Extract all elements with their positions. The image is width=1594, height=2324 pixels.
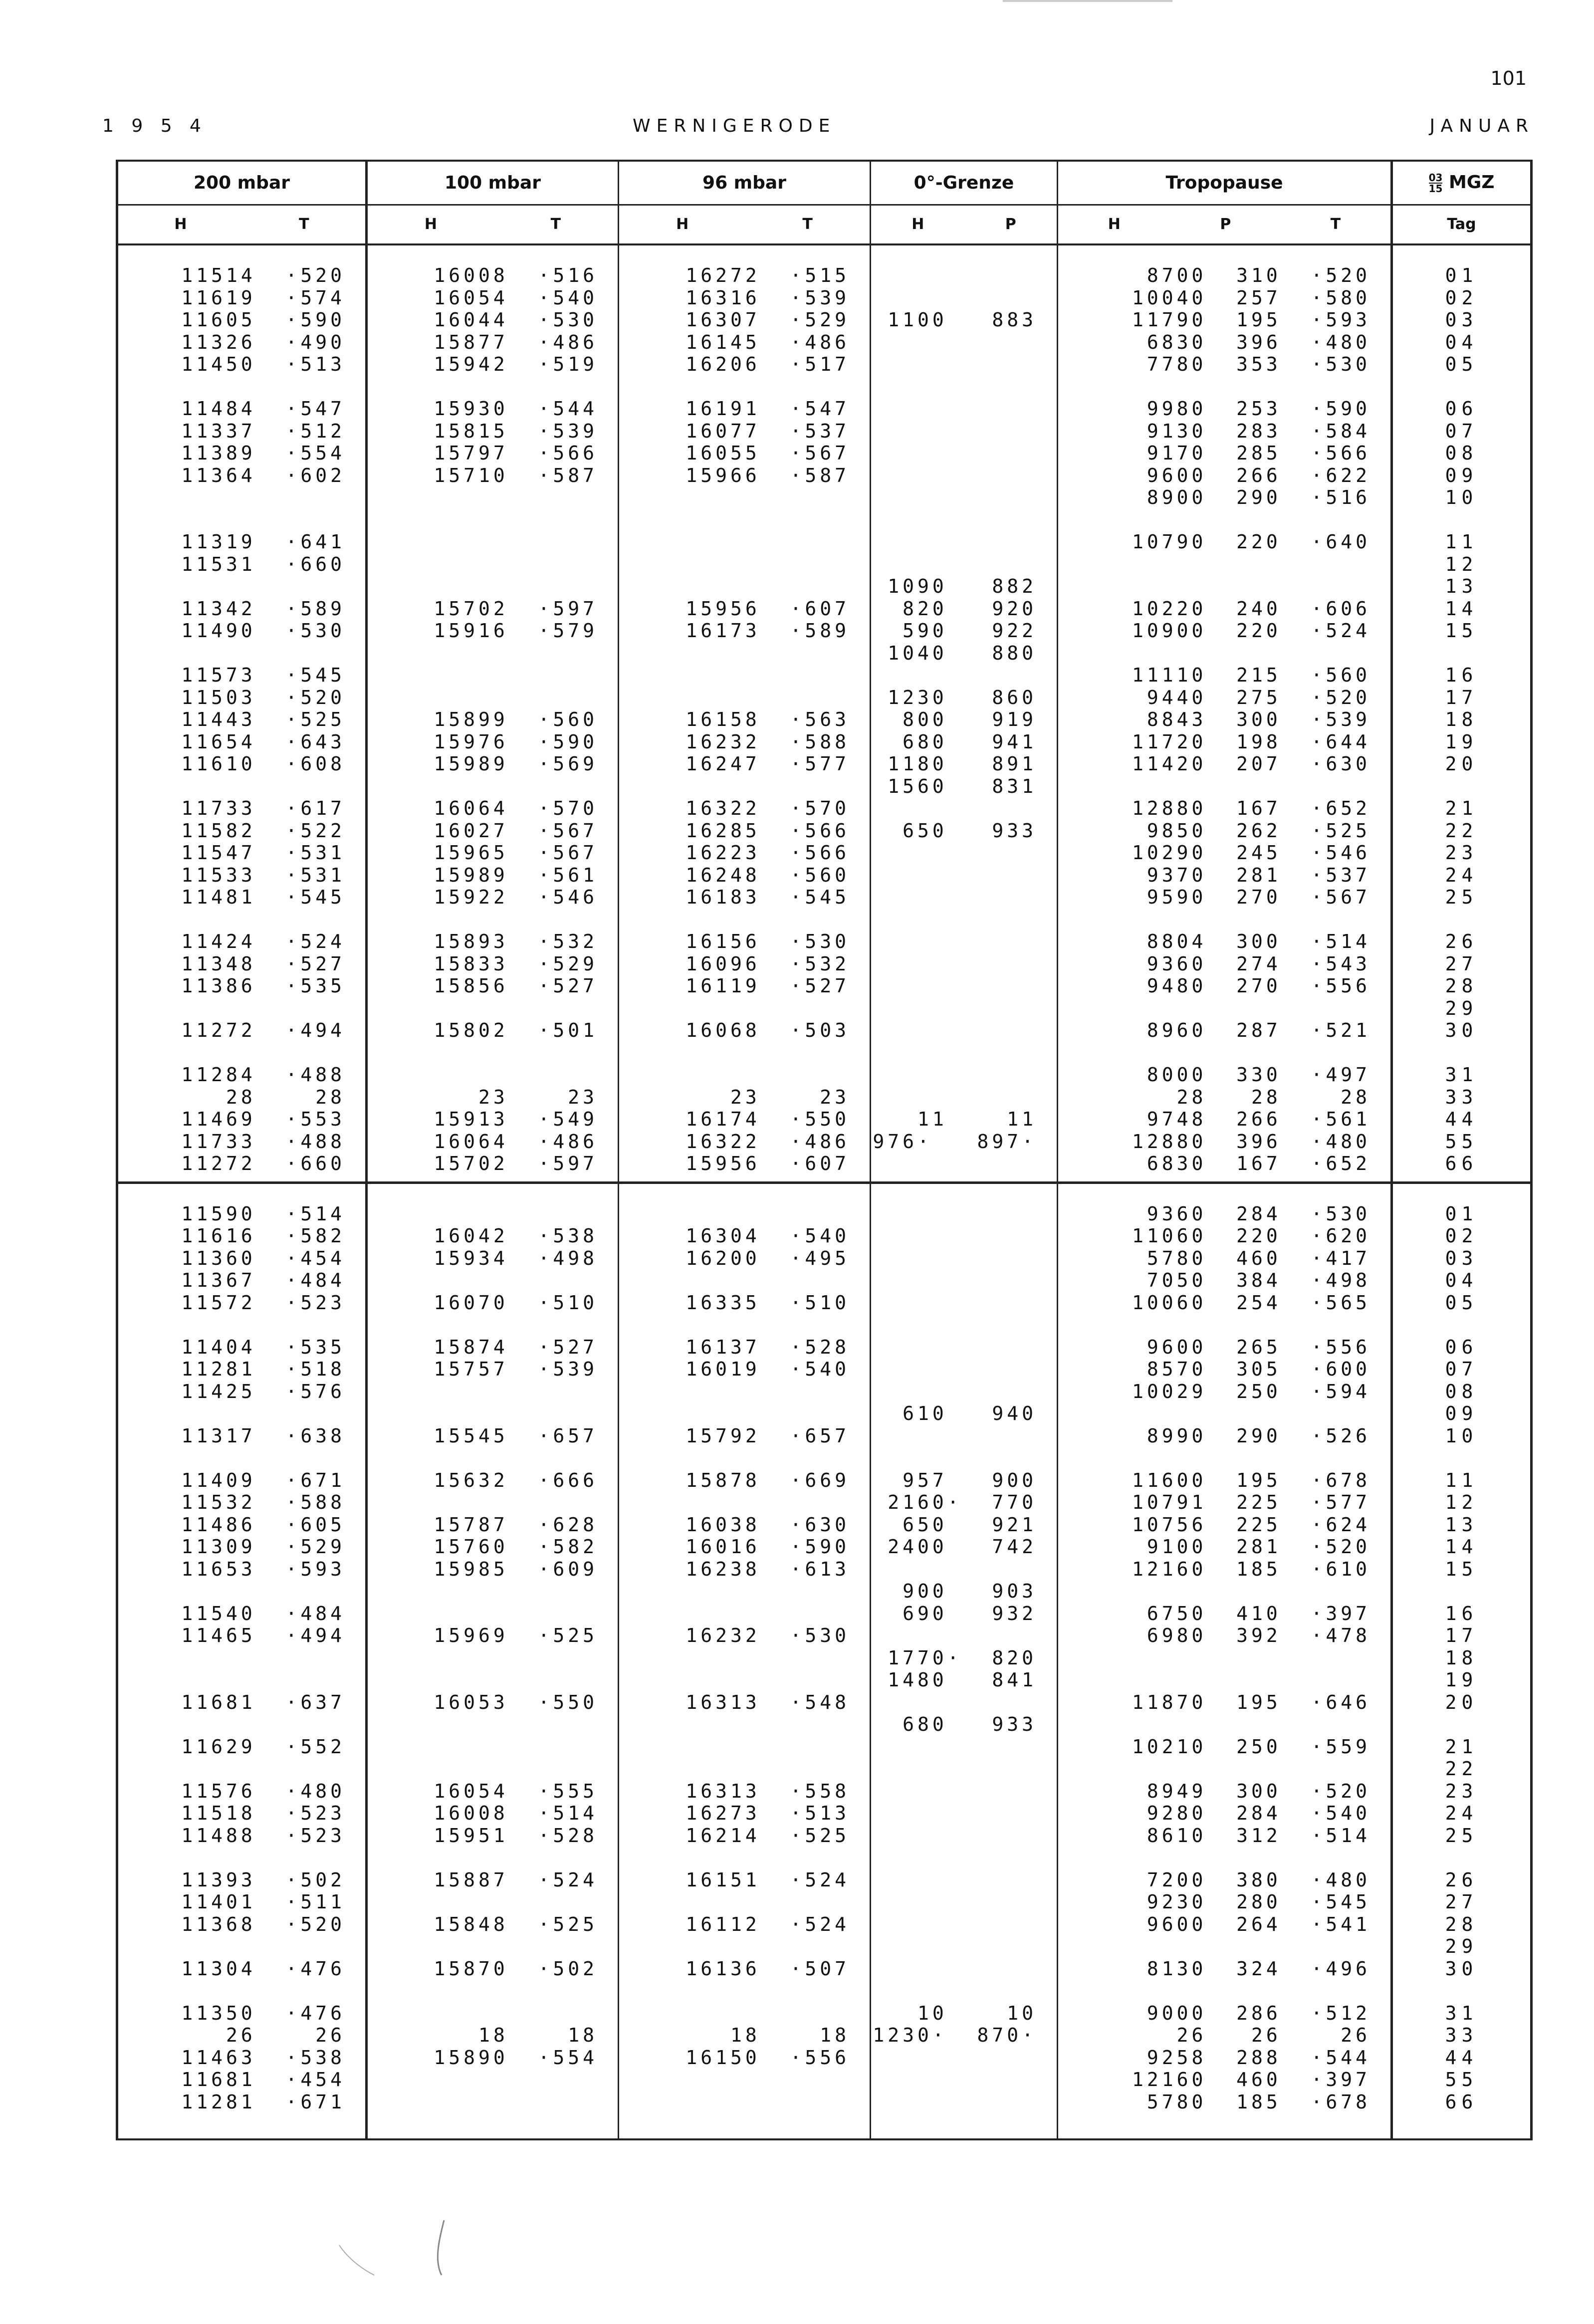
data-table xyxy=(116,160,1533,2140)
col-zero-degree: 610 940 957 900 2160· 770 650 921 2400 742 900 903 690 932 1770· 820 1480 841 680 933 10 10 1230· 870· xyxy=(873,1402,1037,2046)
sub-t: T xyxy=(299,216,309,233)
section-second-half xyxy=(117,1182,1532,2139)
sub-t: T xyxy=(1330,216,1341,233)
header-zero-degree-limit: 0°-Grenze xyxy=(871,161,1058,205)
col-tropopause: 8700 310 ·520 10040 257 ·580 11790 195 ·593 6830 396 ·480 7780 353 ·530 9980 253 ·590 9130 283 ·584 9170 285 ·566 9600 266 ·622 8900 290 ·516 10790 220 ·640 10220 240 ·606 10900 220 ·524 11110 215 ·560 9440 275 ·520 8843 300 ·539 11720 198 ·644 11420 207 ·630 12880 167 ·652 9850 262 ·525 10290 245 ·546 9370 281 ·537 9590 270 ·567 8804 300 ·514 9360 274 ·543 9480 270 ·556 8960 287 ·521 8000 330 ·497 28 28 28 9748 266 ·561 12880 396 ·480 6830 167 ·652 xyxy=(1132,264,1370,1174)
mgz-fraction xyxy=(1429,173,1443,194)
col-96mbar: 16304 ·540 16200 ·495 16335 ·510 16137 ·528 16019 ·540 15792 ·657 15878 ·669 16038 ·630 16016 ·590 16238 ·613 16232 ·530 16313 ·548 16313 ·558 16273 ·513 16214 ·525 16151 ·524 16112 ·524 16136 ·507 18 18 16150 ·556 xyxy=(685,1225,850,2069)
station-label: WERNIGERODE xyxy=(633,116,836,136)
header-96mbar: 96 mbar xyxy=(619,161,871,205)
mgz-label: MGZ xyxy=(1448,172,1495,193)
sub-zero-degree xyxy=(871,205,1058,244)
col-tropopause: 9360 284 ·530 11060 220 ·620 5780 460 ·417 7050 384 ·498 10060 254 ·565 9600 265 ·556 8570 305 ·600 10029 250 ·594 8990 290 ·526 11600 195 ·678 10791 225 ·577 10756 225 ·624 9100 281 ·520 12160 185 ·610 6750 410 ·397 6980 392 ·478 11870 195 ·646 10210 250 ·559 8949 300 ·520 9280 284 ·540 8610 312 ·514 7200 380 ·480 9230 280 ·545 9600 264 ·541 8130 324 ·496 9000 286 ·512 26 26 26 9258 288 ·544 12160 460 ·397 5780 185 ·678 xyxy=(1132,1202,1370,2113)
header-mgz xyxy=(1392,161,1532,205)
year-label: 1 9 5 4 xyxy=(102,116,207,136)
group-header-row xyxy=(117,161,1532,205)
subheader-row xyxy=(117,205,1532,244)
col-tag: 01 02 03 04 05 06 07 08 09 10 11 12 13 14 15 16 17 18 19 20 21 22 23 24 25 26 27 28 29 30 31 33 44 55 66 xyxy=(1445,264,1478,1174)
col-tag: 01 02 03 04 05 06 07 08 09 10 11 12 13 14 15 16 17 18 19 20 21 22 23 24 25 26 27 28 29 30 31 33 44 55 66 xyxy=(1445,1202,1478,2113)
col-100mbar: 16042 ·538 15934 ·498 16070 ·510 15874 ·527 15757 ·539 15545 ·657 15632 ·666 15787 ·628 15760 ·582 15985 ·609 15969 ·525 16053 ·550 16054 ·555 16008 ·514 15951 ·528 15887 ·524 15848 ·525 15870 ·502 18 18 15890 ·554 xyxy=(434,1225,598,2069)
col-100mbar: 16008 ·516 16054 ·540 16044 ·530 15877 ·486 15942 ·519 15930 ·544 15815 ·539 15797 ·566 15710 ·587 15702 ·597 15916 ·579 15899 ·560 15976 ·590 15989 ·569 16064 ·570 16027 ·567 15965 ·567 15989 ·561 15922 ·546 15893 ·532 15833 ·529 15856 ·527 15802 ·501 23 23 15913 ·549 16064 ·486 15702 ·597 xyxy=(434,264,598,1174)
page-number: 101 xyxy=(1490,67,1527,89)
sub-h: H xyxy=(676,216,689,233)
sub-h: H xyxy=(174,216,187,233)
sub-p: P xyxy=(1220,216,1231,233)
sub-h: H xyxy=(1108,216,1121,233)
month-label: JANUAR xyxy=(1429,116,1534,136)
header-100mbar: 100 mbar xyxy=(367,161,619,205)
pencil-marks xyxy=(319,2220,469,2280)
mgz-numerator: 03 xyxy=(1428,171,1443,184)
top-edge-mark xyxy=(1003,0,1172,2)
header-tropopause: Tropopause xyxy=(1058,161,1392,205)
sub-t: T xyxy=(550,216,561,233)
sub-h: H xyxy=(911,216,924,233)
sub-h: H xyxy=(424,216,437,233)
sub-t: T xyxy=(802,216,813,233)
sub-tag: Tag xyxy=(1392,205,1532,244)
mgz-denominator: 15 xyxy=(1428,182,1443,195)
col-zero-degree: 1100 883 1090 882 820 920 590 922 1040 880 1230 860 800 919 680 941 1180 891 1560 831 650 933 11 11 976· 897· xyxy=(873,309,1037,1153)
col-200mbar: 11590 ·514 11616 ·582 11360 ·454 11367 ·484 11572 ·523 11404 ·535 11281 ·518 11425 ·576 11317 ·638 11409 ·671 11532 ·588 11486 ·605 11309 ·529 11653 ·593 11540 ·484 11465 ·494 11681 ·637 11629 ·552 11576 ·480 11518 ·523 11488 ·523 11393 ·502 11401 ·511 11368 ·520 11304 ·476 11350 ·476 26 26 11463 ·538 11681 ·454 11281 ·671 xyxy=(181,1202,345,2113)
sub-100mbar xyxy=(367,205,619,244)
col-96mbar: 16272 ·515 16316 ·539 16307 ·529 16145 ·486 16206 ·517 16191 ·547 16077 ·537 16055 ·567 15966 ·587 15956 ·607 16173 ·589 16158 ·563 16232 ·588 16247 ·577 16322 ·570 16285 ·566 16223 ·566 16248 ·560 16183 ·545 16156 ·530 16096 ·532 16119 ·527 16068 ·503 23 23 16174 ·550 16322 ·486 15956 ·607 xyxy=(685,264,850,1174)
sub-tropopause xyxy=(1058,205,1392,244)
section-first-half xyxy=(117,244,1532,1182)
sub-p: P xyxy=(1005,216,1016,233)
sub-96mbar xyxy=(619,205,871,244)
sub-200mbar xyxy=(117,205,367,244)
header-200mbar: 200 mbar xyxy=(117,161,367,205)
col-200mbar: 11514 ·520 11619 ·574 11605 ·590 11326 ·490 11450 ·513 11484 ·547 11337 ·512 11389 ·554 11364 ·602 11319 ·641 11531 ·660 11342 ·589 11490 ·530 11573 ·545 11503 ·520 11443 ·525 11654 ·643 11610 ·608 11733 ·617 11582 ·522 11547 ·531 11533 ·531 11481 ·545 11424 ·524 11348 ·527 11386 ·535 11272 ·494 11284 ·488 28 28 11469 ·553 11733 ·488 11272 ·660 xyxy=(181,264,345,1174)
